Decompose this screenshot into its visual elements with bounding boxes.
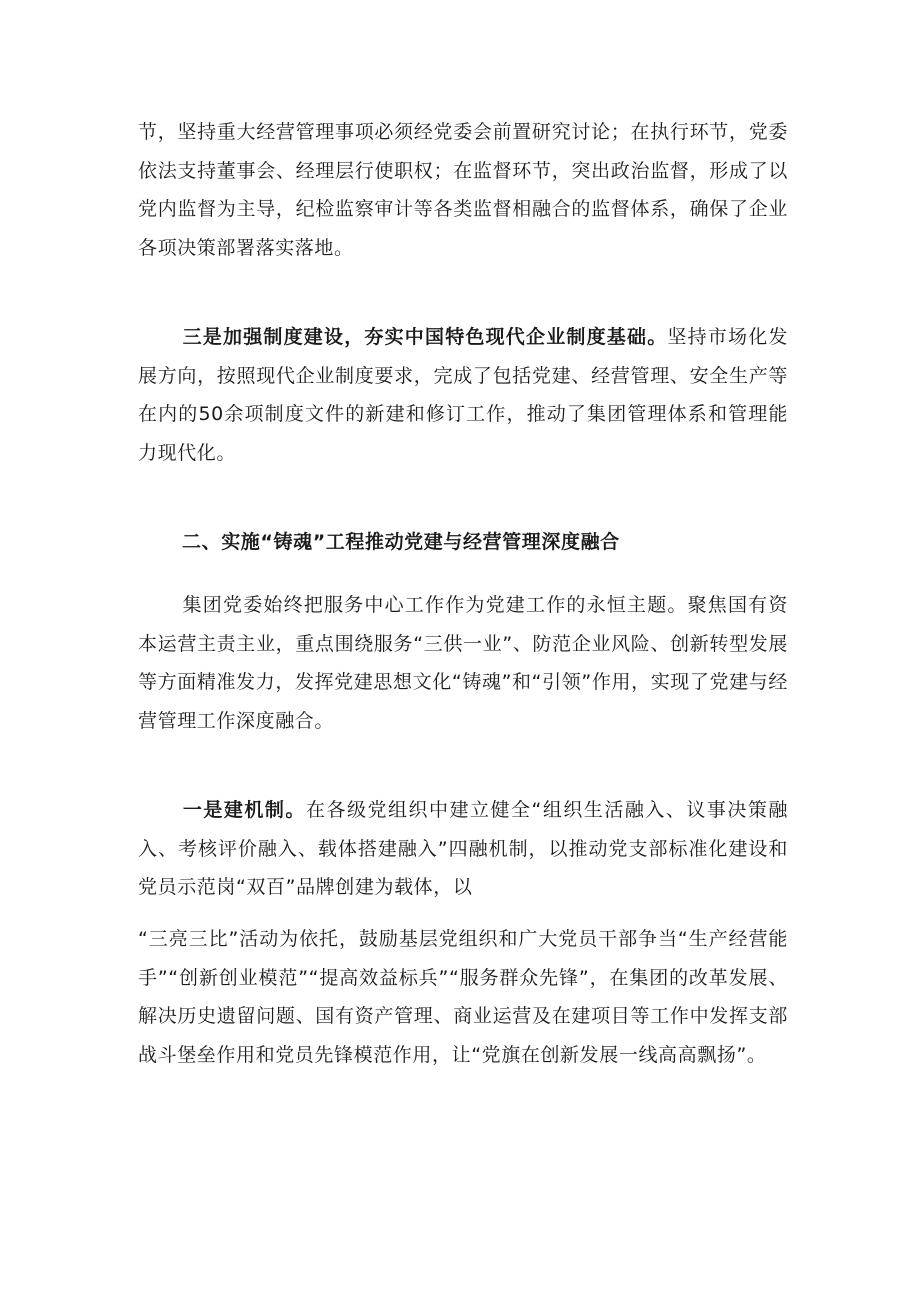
paragraph-mechanism-continued [138,920,788,1074]
paragraph-integration-intro [138,586,788,740]
paragraph-text: 节，坚持重大经营管理事项必须经党委会前置研究讨论；在执行环节，党委依法支持董事会、经理层行使职权；在监督环节，突出政治监督，形成了以党内监督为主导，纪检监察审计等各类监督相融合的监督体系，确保了企业各项决策部署落实落地。 [138,121,788,259]
paragraph-text: 在各级党组织中建立健全“组织生活融入、议事决策融入、考核评价融入、载体搭建融入”四融机制，以推动党支部标准化建设和党员示范岗“双百”品牌创建为载体，以 [138,799,788,898]
paragraph-lead-bold: 三是加强制度建设，夯实中国特色现代企业制度基础。 [182,326,668,348]
section-heading-text: 二、实施“铸魂”工程推动党建与经营管理深度融合 [182,531,620,553]
paragraph-text: “三亮三比”活动为依托，鼓励基层党组织和广大党员干部争当“生产经营能手”“创新创业模范”“提高效益标兵”“服务群众先锋”，在集团的改革发展、解决历史遗留问题、国有资产管理、商业运营及在建项目等工作中发挥支部战斗堡垒作用和党员先锋模范作用，让“党旗在创新发展一线高高飘扬”。 [138,928,788,1066]
section-heading [138,523,788,562]
paragraph-mechanism [138,791,788,907]
paragraph-institution-building [138,318,788,472]
paragraph-lead-bold: 一是建机制。 [182,799,306,821]
paragraph-text: 坚持市场化发展方向，按照现代企业制度要求，完成了包括党建、经营管理、安全生产等在内的50余项制度文件的新建和修订工作，推动了集团管理体系和管理能力现代化。 [138,326,788,464]
paragraph-supervision [138,113,788,267]
paragraph-text: 集团党委始终把服务中心工作作为党建工作的永恒主题。聚焦国有资本运营主责主业，重点围绕服务“三供一业”、防范企业风险、创新转型发展等方面精准发力，发挥党建思想文化“铸魂”和“引领”作用，实现了党建与经营管理工作深度融合。 [138,594,788,732]
